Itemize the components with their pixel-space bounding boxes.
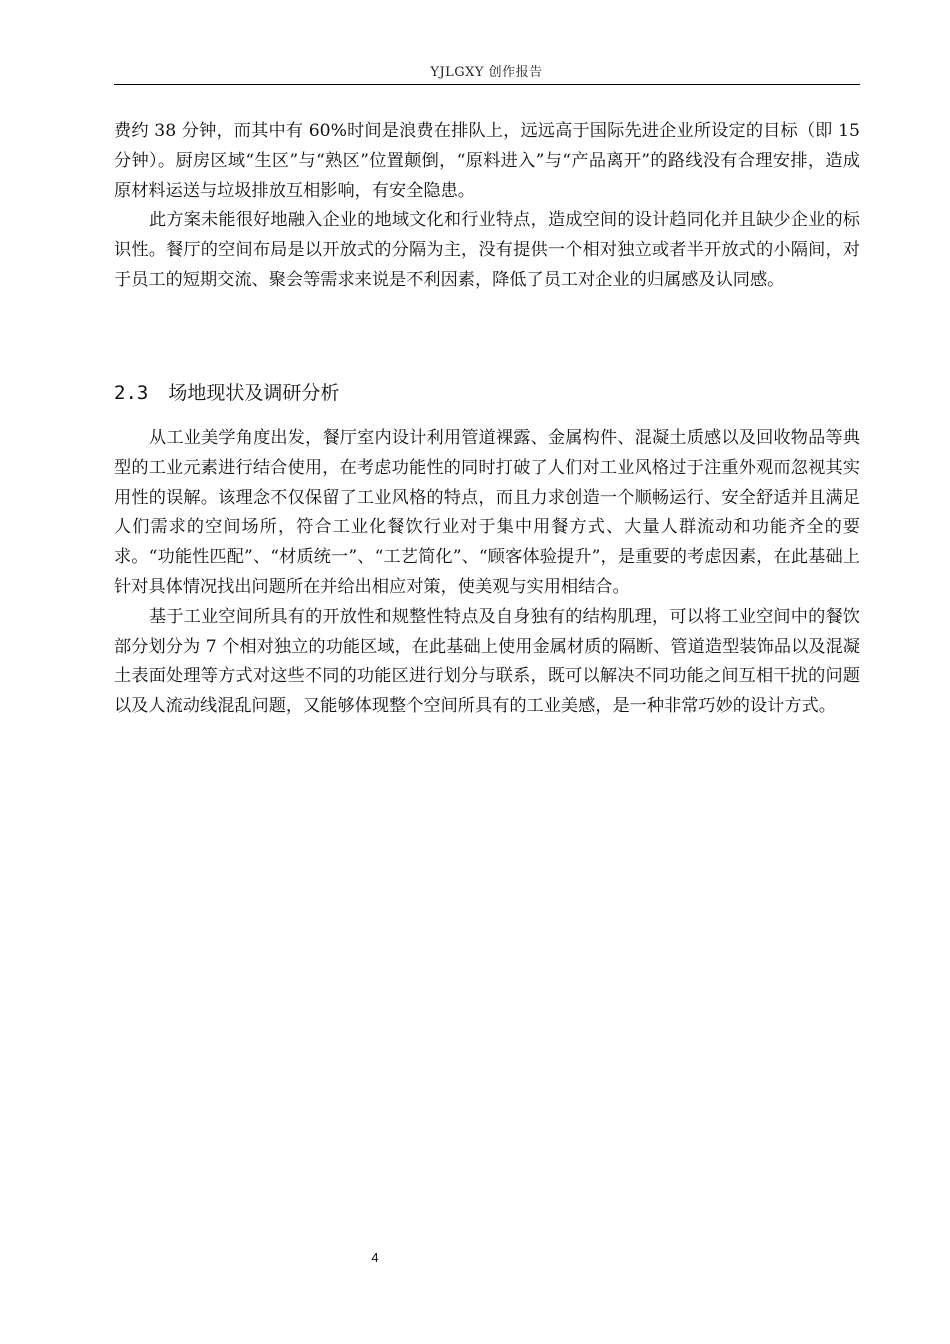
paragraph-design-critique: 此方案未能很好地融入企业的地域文化和行业特点，造成空间的设计趋同化并且缺少企业的标识性。餐厅的空间布局是以开放式的分隔为主，没有提供一个相对独立或者半开放式的小隔间，对于员工的短期交流、聚会等需求来说是不利因素，降低了员工对企业的归属感及认同感。 [114, 210, 860, 290]
page-number: 4 [371, 1250, 379, 1265]
section-title: 场地现状及调研分析 [168, 382, 340, 404]
continued-text-block [114, 117, 860, 296]
paragraph-functional-zones: 基于工业空间所具有的开放性和规整性特点及自身独有的结构肌理，可以将工业空间中的餐饮部分划分为 7 个相对独立的功能区域，在此基础上使用金属材质的隔断、管道造型装饰品以及混凝土表面处理等方式对这些不同的功能区进行划分与联系，既可以解决不同功能之间互相干扰的问题以及人流动线混乱问题，又能够体现整个空间所具有的工业美感，是一种非常巧妙的设计方式。 [114, 606, 860, 717]
paragraph-continued: 费约 38 分钟，而其中有 60%时间是浪费在排队上，远远高于国际先进企业所设定的目标（即 15 分钟）。厨房区域“生区”与“熟区”位置颠倒，“原料进入”与“产品离开”的路线没有合理安排，造成原材料运送与垃圾排放互相影响，有安全隐患。 [114, 121, 860, 201]
section-text-block [114, 424, 860, 722]
section-heading [114, 380, 339, 406]
header-rule [114, 84, 860, 85]
running-header: YJLGXY 创作报告 [430, 65, 543, 80]
section-number: 2.3 [114, 382, 149, 404]
paragraph-industrial-aesthetics: 从工业美学角度出发，餐厅室内设计利用管道裸露、金属构件、混凝土质感以及回收物品等典型的工业元素进行结合使用，在考虑功能性的同时打破了人们对工业风格过于注重外观而忽视其实用性的误解。该理念不仅保留了工业风格的特点，而且力求创造一个顺畅运行、安全舒适并且满足人们需求的空间场所，符合工业化餐饮行业对于集中用餐方式、大量人群流动和功能齐全的要求。“功能性匹配”、“材质统一”、“工艺简化”、“顾客体验提升”，是重要的考虑因素，在此基础上针对具体情况找出问题所在并给出相应对策，使美观与实用相结合。 [114, 428, 860, 597]
